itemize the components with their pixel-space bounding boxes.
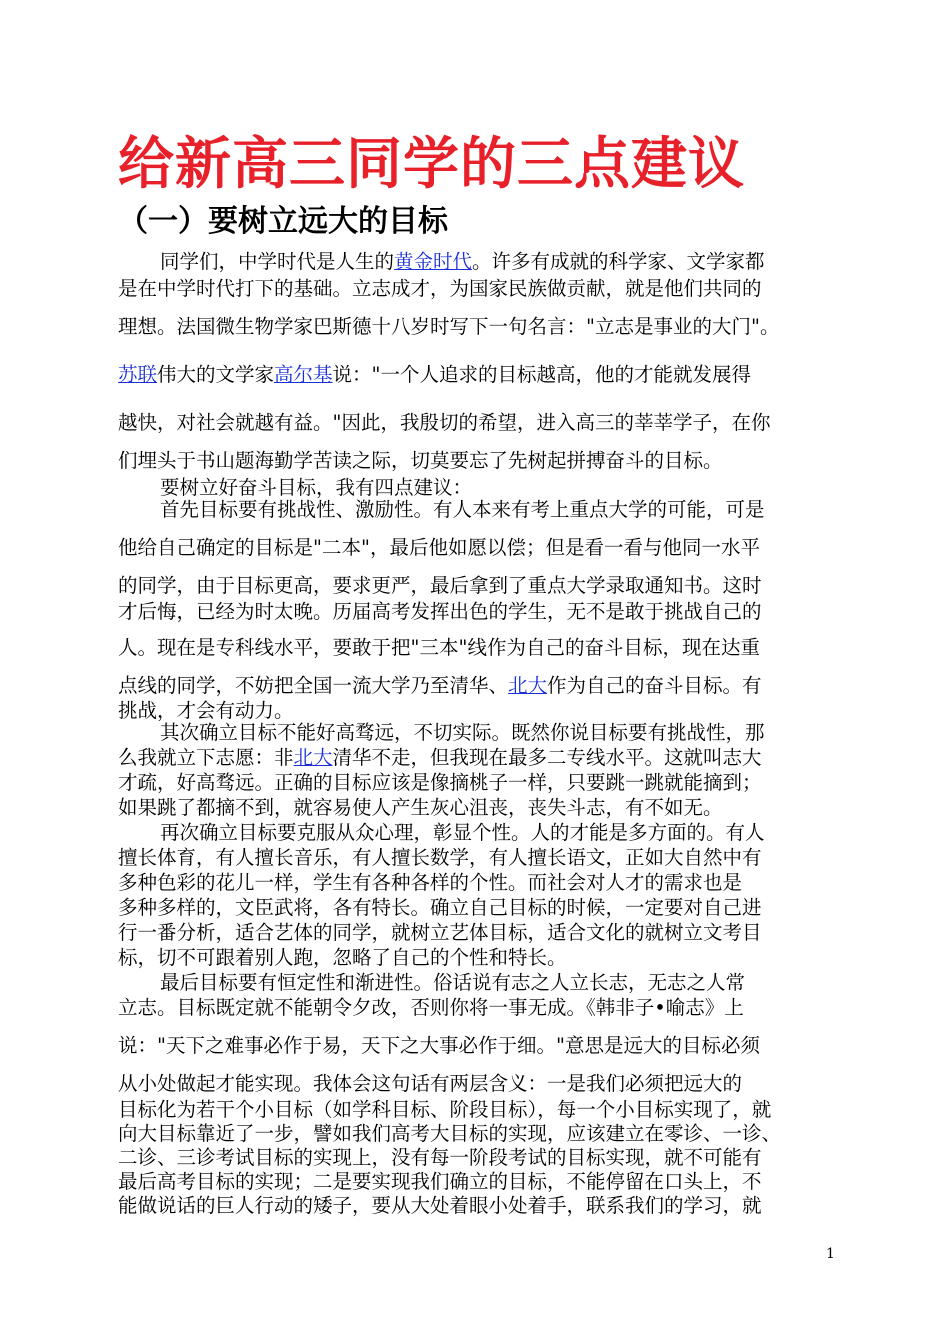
document-title: 给新高三同学的三点建议 bbox=[118, 131, 745, 197]
text-line: 他给自己确定的目标是"二本"，最后他如愿以偿；但是看一看与他同一水平 bbox=[118, 536, 760, 559]
text-line: 同学们，中学时代是人生的黄金时代。许多有成就的科学家、文学家都 bbox=[160, 250, 765, 273]
text-line: 目标化为若干个小目标（如学科目标、阶段目标），每一个小目标实现了，就 bbox=[118, 1098, 772, 1121]
text-line: 从小处做起才能实现。我体会这句话有两层含义：一是我们必须把远大的 bbox=[118, 1072, 743, 1095]
link-golden-age[interactable]: 黄金时代 bbox=[394, 250, 473, 273]
text-line: 点线的同学，不妨把全国一流大学乃至清华、北大作为自己的奋斗目标。有 bbox=[118, 674, 762, 697]
text-line: 才后悔，已经为时太晚。历届高考发挥出色的学生，无不是敢于挑战自己的 bbox=[118, 600, 762, 623]
text-line: 苏联伟大的文学家高尔基说："一个人追求的目标越高，他的才能就发展得 bbox=[118, 363, 752, 386]
link-peking-university[interactable]: 北大 bbox=[508, 674, 548, 697]
text-line: 越快，对社会就越有益。"因此，我殷切的希望，进入高三的莘莘学子，在你 bbox=[118, 411, 771, 434]
text-line: 理想。法国微生物学家巴斯德十八岁时写下一句名言："立志是事业的大门"。 bbox=[118, 315, 780, 338]
text-line: 二诊、三诊考试目标的实现上，没有每一阶段考试的目标实现，就不可能有 bbox=[118, 1146, 762, 1169]
text-line: 人。现在是专科线水平，要敢于把"三本"线作为自己的奋斗目标，现在达重 bbox=[118, 636, 760, 659]
text-line: 多种多样的，文臣武将，各有特长。确立自己目标的时候，一定要对自己进 bbox=[118, 896, 762, 919]
text-line: 能做说话的巨人行动的矮子，要从大处着眼小处着手，联系我们的学习，就 bbox=[118, 1194, 762, 1217]
text-line: 多种色彩的花儿一样，学生有各种各样的个性。而社会对人才的需求也是 bbox=[118, 871, 743, 894]
text-line: 们埋头于书山题海勤学苦读之际，切莫要忘了先树起拼搏奋斗的目标。 bbox=[118, 449, 723, 472]
link-peking-university-2[interactable]: 北大 bbox=[293, 746, 333, 769]
text-line: 么我就立下志愿：非北大清华不走，但我现在最多二专线水平。这就叫志大 bbox=[118, 746, 762, 769]
text-line: 是在中学时代打下的基础。立志成才，为国家民族做贡献，就是他们共同的 bbox=[118, 277, 762, 300]
text-line: 最后高考目标的实现；二是要实现我们确立的目标，不能停留在口头上，不 bbox=[118, 1170, 762, 1193]
text-line: 向大目标靠近了一步，譬如我们高考大目标的实现，应该建立在零诊、一诊、 bbox=[118, 1122, 782, 1145]
text-line: 说："天下之难事必作于易，天下之大事必作于细。"意思是远大的目标必须 bbox=[118, 1034, 760, 1057]
text-line: 其次确立目标不能好高骛远，不切实际。既然你说目标要有挑战性，那 bbox=[160, 721, 765, 744]
text-line: 再次确立目标要克服从众心理，彰显个性。人的才能是多方面的。有人 bbox=[160, 821, 765, 844]
text-line: 立志。目标既定就不能朝令夕改，否则你将一事无成。《韩非子•喻志》上 bbox=[118, 996, 744, 1019]
text-line: 擅长体育，有人擅长音乐，有人擅长数学，有人擅长语文，正如大自然中有 bbox=[118, 846, 762, 869]
text-line: 如果跳了都摘不到，就容易使人产生灰心沮丧，丧失斗志，有不如无。 bbox=[118, 796, 723, 819]
text-line: 标，切不可跟着别人跑，忽略了自己的个性和特长。 bbox=[118, 946, 567, 969]
text-line: 首先目标要有挑战性、激励性。有人本来有考上重点大学的可能，可是 bbox=[160, 498, 765, 521]
page-number: 1 bbox=[826, 1246, 835, 1262]
text-line: 最后目标要有恒定性和渐进性。俗话说有志之人立长志，无志之人常 bbox=[160, 971, 746, 994]
link-gorky[interactable]: 高尔基 bbox=[274, 363, 333, 386]
text-line: 行一番分析，适合艺体的同学，就树立艺体目标，适合文化的就树立文考目 bbox=[118, 921, 762, 944]
section-heading: （一）要树立远大的目标 bbox=[118, 204, 448, 239]
text-line: 挑战，才会有动力。 bbox=[118, 699, 294, 722]
text-line: 要树立好奋斗目标，我有四点建议： bbox=[160, 476, 473, 499]
link-soviet-union[interactable]: 苏联 bbox=[118, 363, 158, 386]
text-line: 的同学，由于目标更高，要求更严，最后拿到了重点大学录取通知书。这时 bbox=[118, 574, 762, 597]
text-line: 才疏，好高骛远。正确的目标应该是像摘桃子一样，只要跳一跳就能摘到； bbox=[118, 771, 762, 794]
